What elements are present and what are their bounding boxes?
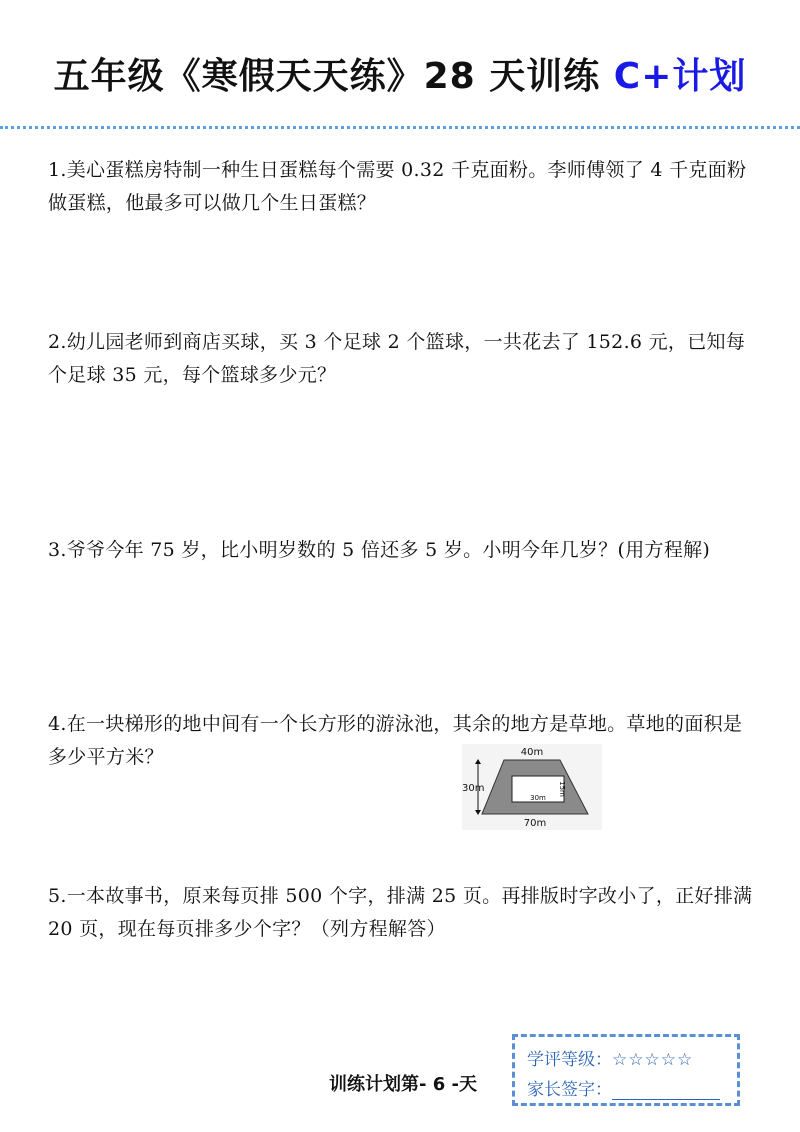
signature-field[interactable] [612, 1081, 720, 1100]
label-rect-height: 15m [558, 781, 566, 797]
sign-row [527, 1075, 720, 1100]
page-title [0, 48, 800, 99]
label-height: 30m [462, 783, 485, 794]
problem-5: 5.一本故事书，原来每页排 500 个字，排满 25 页。再排版时字改小了，正好排满 20 页，现在每页排多少个字？（列方程解答） [48, 885, 753, 940]
grade-row [527, 1045, 693, 1070]
title-main: 五年级《寒假天天练》28 天训练 [53, 56, 601, 97]
rating-stars[interactable]: ☆☆☆☆☆ [612, 1050, 694, 1070]
label-bottom-base: 70m [523, 818, 547, 829]
dotted-divider [0, 126, 800, 133]
grade-box [512, 1034, 740, 1106]
problem-3: 3.爷爷今年 75 岁，比小明岁数的 5 倍还多 5 岁。小明今年几岁？(用方程解) [48, 539, 711, 561]
trapezoid-pool-figure [462, 744, 602, 830]
grade-label: 学评等级： [527, 1050, 612, 1070]
label-top-base: 40m [520, 747, 544, 758]
label-rect-width: 30m [530, 794, 546, 802]
title-accent: C+计划 [613, 56, 747, 97]
problem-1: 1.美心蛋糕房特制一种生日蛋糕每个需要 0.32 千克面粉。李师傅领了 4 千克面粉做蛋糕，他最多可以做几个生日蛋糕？ [48, 159, 747, 214]
plan-day-label: 训练计划第- 6 -天 [329, 1074, 477, 1095]
problem-2: 2.幼儿园老师到商店买球，买 3 个足球 2 个篮球，一共花去了 152.6 元，已知每个足球 35 元，每个篮球多少元？ [48, 331, 746, 386]
problem-4: 4.在一块梯形的地中间有一个长方形的游泳池，其余的地方是草地。草地的面积是多少平方米？ [48, 713, 743, 768]
sign-label: 家长签字： [527, 1080, 612, 1100]
